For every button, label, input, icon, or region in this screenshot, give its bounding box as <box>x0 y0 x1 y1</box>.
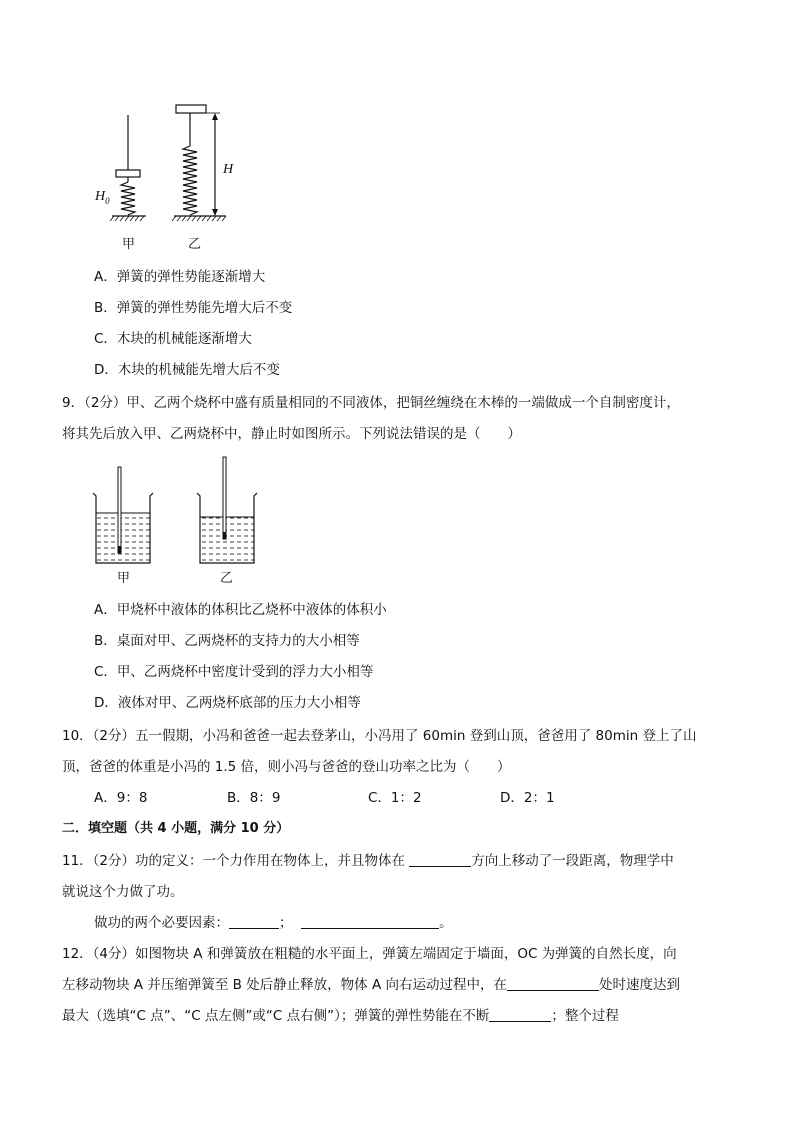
q11-blank-2[interactable] <box>229 914 279 929</box>
q8-option-b: B．弹簧的弹性势能先增大后不变 <box>94 300 293 316</box>
q9-option-d: D．液体对甲、乙两烧杯底部的压力大小相等 <box>94 695 361 711</box>
figure-label-jia: 甲 <box>122 237 136 252</box>
figure-label-yi: 乙 <box>188 237 202 252</box>
q12-stem-line1: 12．（4分）如图物块 A 和弹簧放在粗糙的水平面上，弹簧左端固定于墙面，OC 为弹簧的自然长度，向 <box>62 946 677 962</box>
q9-stem-line2: 将其先后放入甲、乙两烧杯中，静止时如图所示。下列说法错误的是（ ） <box>62 426 521 442</box>
q9-stem-line1: 9．（2分）甲、乙两个烧杯中盛有质量相同的不同液体，把铜丝缠绕在木棒的一端做成一个自制密度计， <box>62 395 680 411</box>
section-title-fill-in: 二．填空题（共 4 小题，满分 10 分） <box>62 821 290 836</box>
q12-stem-line2: 左移动物块 A 并压缩弹簧至 B 处后静止释放，物体 A 向右运动过程中，在 处时速度达到 <box>62 977 680 993</box>
q11-stem-line3: 做功的两个必要因素： ； 。 <box>94 915 453 931</box>
q10-option-c: C．1：2 <box>368 790 422 806</box>
q10-stem-line1: 10．（2分）五一假期，小冯和爸爸一起去登茅山，小冯用了 60min 登到山顶，爸爸用了 80min 登上了山 <box>62 728 697 744</box>
q11-stem-line2: 就说这个力做了功。 <box>62 884 184 900</box>
q12-blank-1[interactable] <box>507 976 599 991</box>
q8-option-d: D．木块的机械能先增大后不变 <box>94 362 280 378</box>
q10-option-b: B．8：9 <box>227 790 281 806</box>
q10-option-d: D．2：1 <box>500 790 555 806</box>
q11-stem-line1: 11．（2分）功的定义：一个力作用在物体上，并且物体在 方向上移动了一段距离，物理学中 <box>62 853 674 869</box>
q8-option-a: A．弹簧的弹性势能逐渐增大 <box>94 269 266 285</box>
q11-blank-3[interactable] <box>301 914 439 929</box>
q8-option-c: C．木块的机械能逐渐增大 <box>94 331 252 347</box>
q11-blank-1[interactable] <box>409 852 471 867</box>
beaker-label-yi: 乙 <box>220 571 234 586</box>
q12-stem-line3: 最大（选填“C 点”、“C 点左侧”或“C 点右侧”）；弹簧的弹性势能在不断 ；整个过程 <box>62 1008 619 1024</box>
beaker-figure <box>90 455 270 570</box>
q9-option-a: A．甲烧杯中液体的体积比乙烧杯中液体的体积小 <box>94 602 387 618</box>
beaker-label-jia: 甲 <box>117 571 131 586</box>
h0-label: $H_0$ <box>95 189 110 206</box>
h-label: H <box>223 162 234 177</box>
q10-option-a: A．9：8 <box>94 790 148 806</box>
q12-blank-2[interactable] <box>489 1007 551 1022</box>
q9-option-c: C．甲、乙两烧杯中密度计受到的浮力大小相等 <box>94 664 374 680</box>
q9-option-b: B．桌面对甲、乙两烧杯的支持力的大小相等 <box>94 633 360 649</box>
q10-stem-line2: 顶，爸爸的体重是小冯的 1.5 倍，则小冯与爸爸的登山功率之比为（ ） <box>62 759 511 775</box>
